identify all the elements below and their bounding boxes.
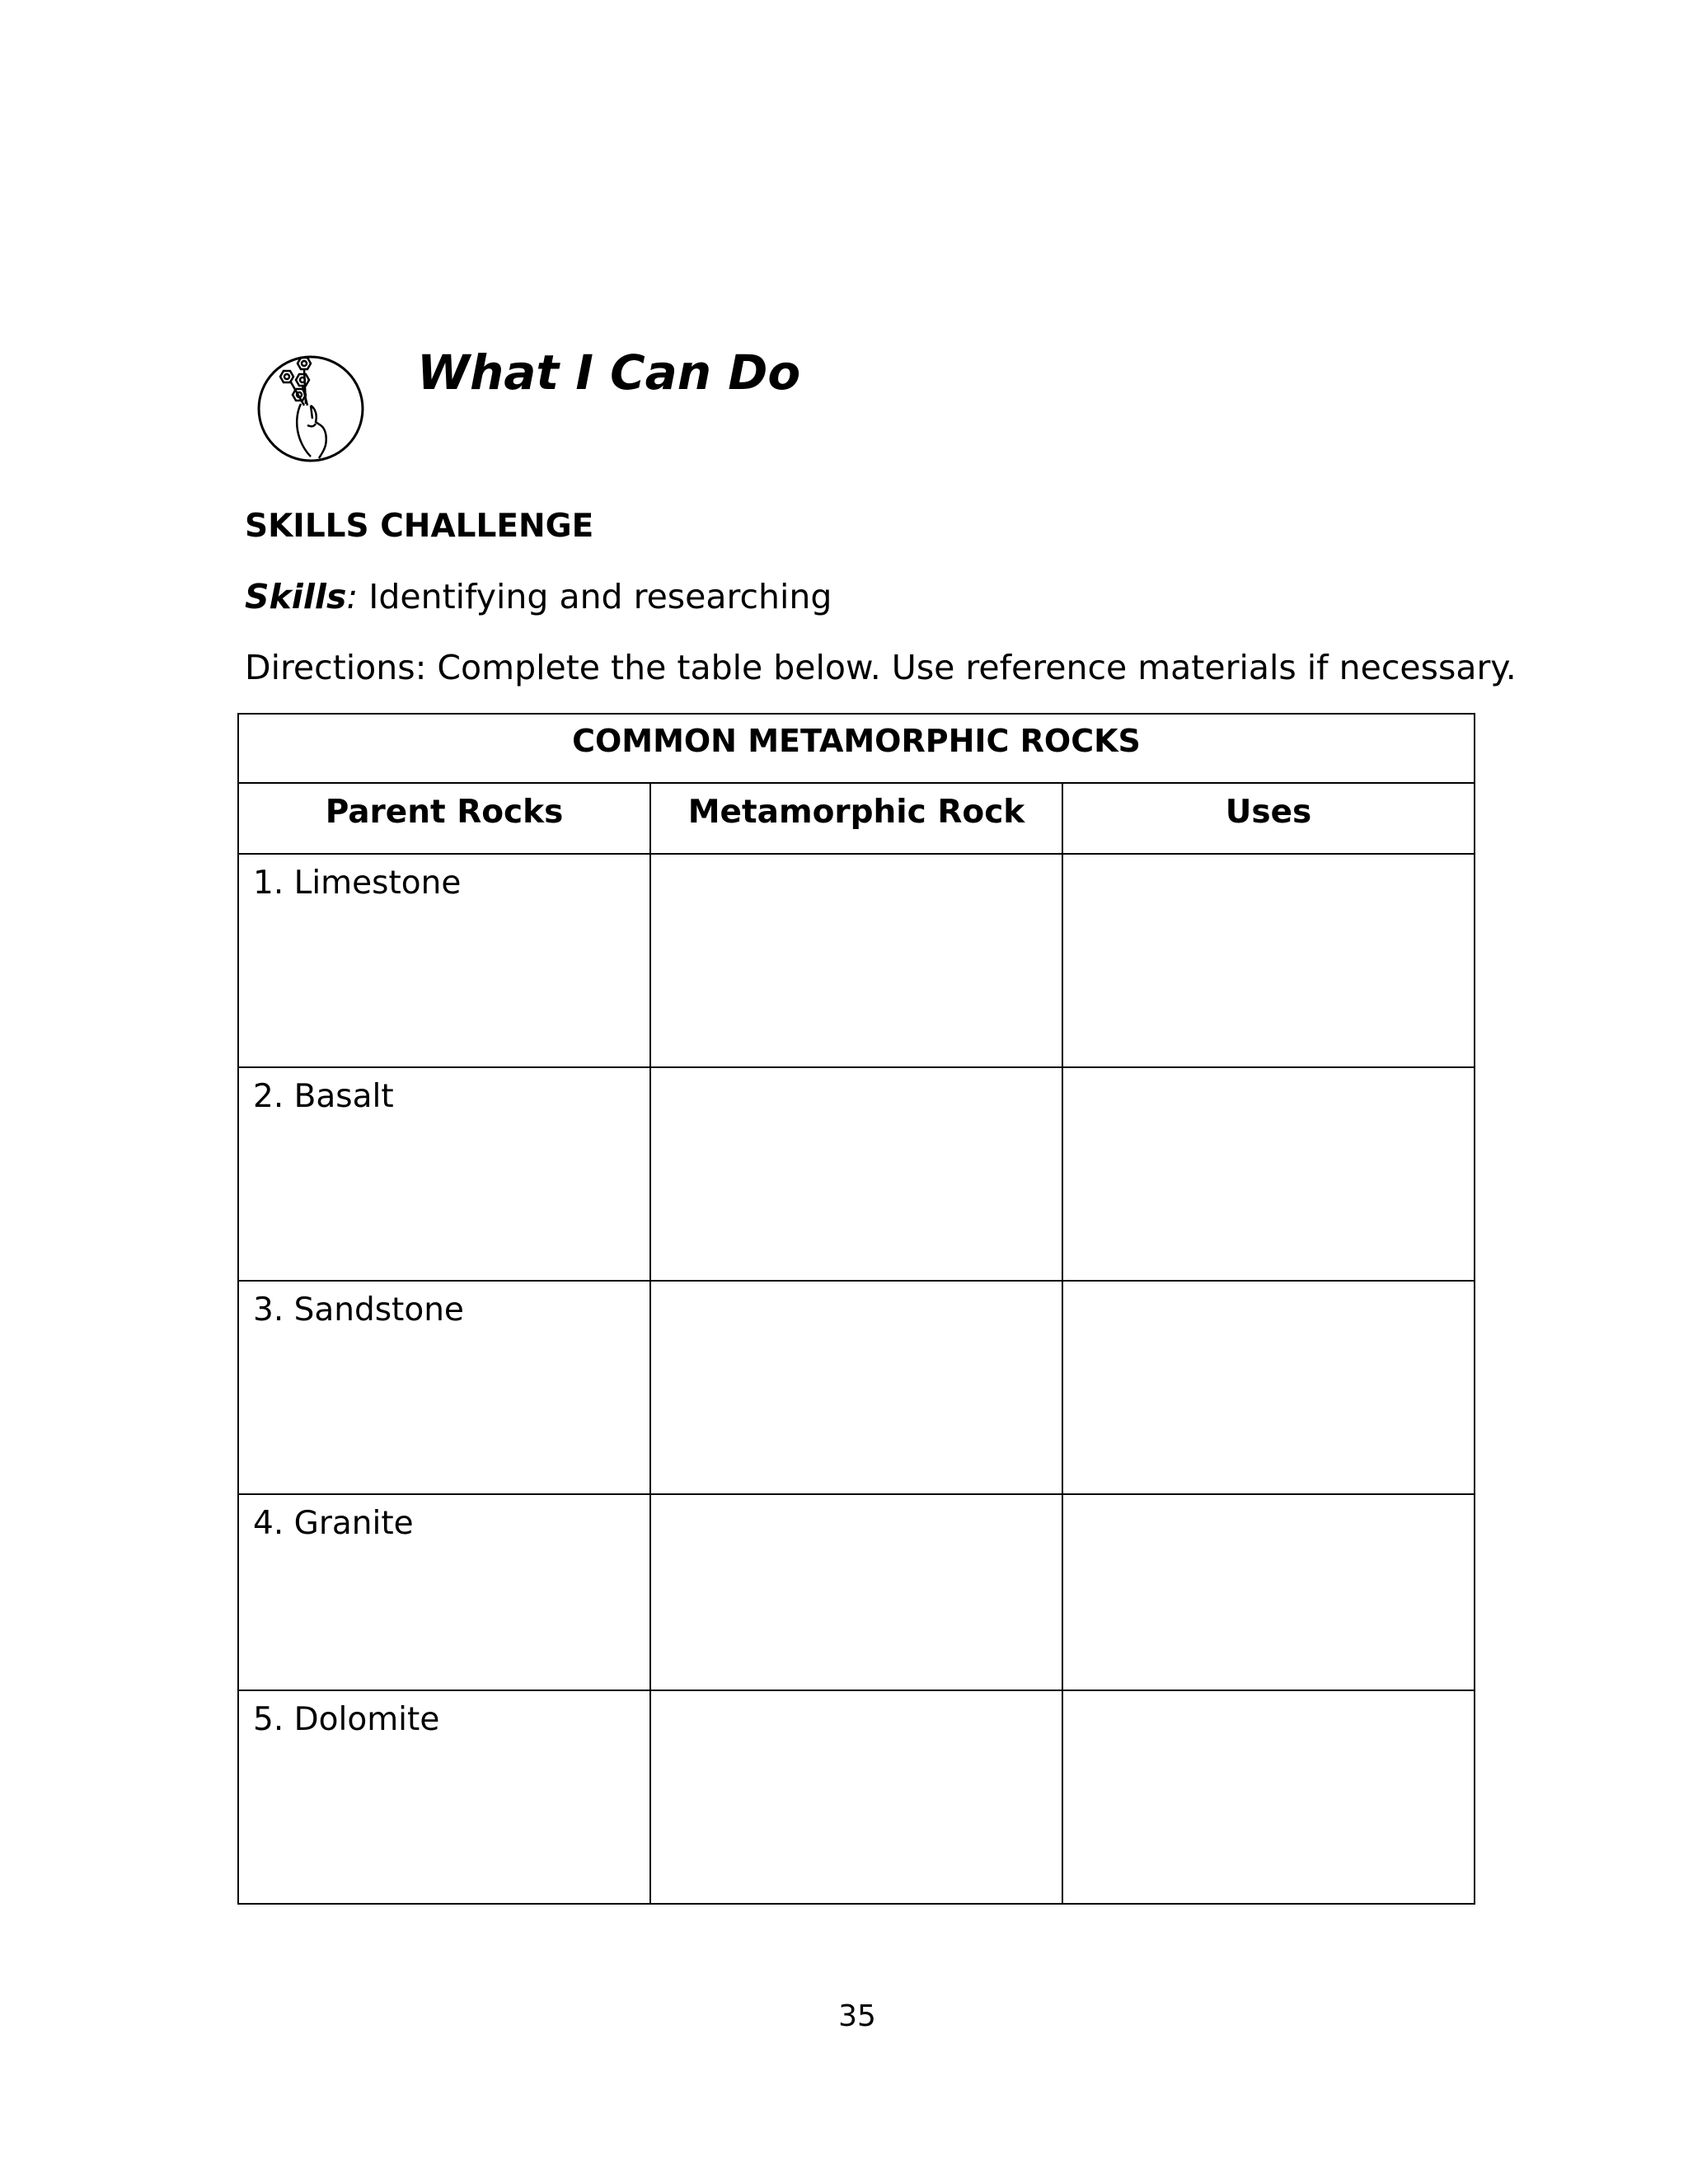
- metamorphic-rock-cell[interactable]: [650, 1281, 1062, 1494]
- uses-cell[interactable]: [1062, 1690, 1475, 1904]
- uses-cell[interactable]: [1062, 1494, 1475, 1690]
- column-header-uses: Uses: [1062, 783, 1475, 854]
- metamorphic-rocks-table: [237, 713, 1475, 1905]
- table-caption: COMMON METAMORPHIC ROCKS: [238, 714, 1475, 783]
- metamorphic-rock-cell[interactable]: [650, 1067, 1062, 1281]
- table-row: [238, 1067, 1475, 1281]
- directions-text: Directions: Complete the table below. Use reference materials if necessary.: [245, 648, 1517, 687]
- table-row: [238, 1690, 1475, 1904]
- uses-cell[interactable]: [1062, 1067, 1475, 1281]
- metamorphic-rock-cell[interactable]: [650, 1690, 1062, 1904]
- parent-rock-cell: 1. Limestone: [238, 854, 650, 1067]
- column-header-metamorphic-rock: Metamorphic Rock: [650, 783, 1062, 854]
- skills-colon: :: [346, 577, 359, 616]
- metamorphic-rock-cell[interactable]: [650, 854, 1062, 1067]
- skills-line: [245, 574, 832, 620]
- skills-text: Identifying and researching: [358, 577, 832, 616]
- section-title: What I Can Do: [417, 344, 801, 401]
- skills-challenge-heading: SKILLS CHALLENGE: [245, 508, 594, 545]
- table-row: [238, 1281, 1475, 1494]
- column-header-parent-rocks: Parent Rocks: [238, 783, 650, 854]
- parent-rock-cell: 4. Granite: [238, 1494, 650, 1690]
- metamorphic-rock-cell[interactable]: [650, 1494, 1062, 1690]
- parent-rock-cell: 3. Sandstone: [238, 1281, 650, 1494]
- parent-rock-cell: 2. Basalt: [238, 1067, 650, 1281]
- hand-holding-flowers-icon: [250, 346, 372, 468]
- table-row: [238, 1494, 1475, 1690]
- skills-label: Skills: [245, 577, 347, 616]
- parent-rock-cell: 5. Dolomite: [238, 1690, 650, 1904]
- uses-cell[interactable]: [1062, 854, 1475, 1067]
- uses-cell[interactable]: [1062, 1281, 1475, 1494]
- page-number: 35: [838, 1999, 876, 2033]
- table-row: [238, 854, 1475, 1067]
